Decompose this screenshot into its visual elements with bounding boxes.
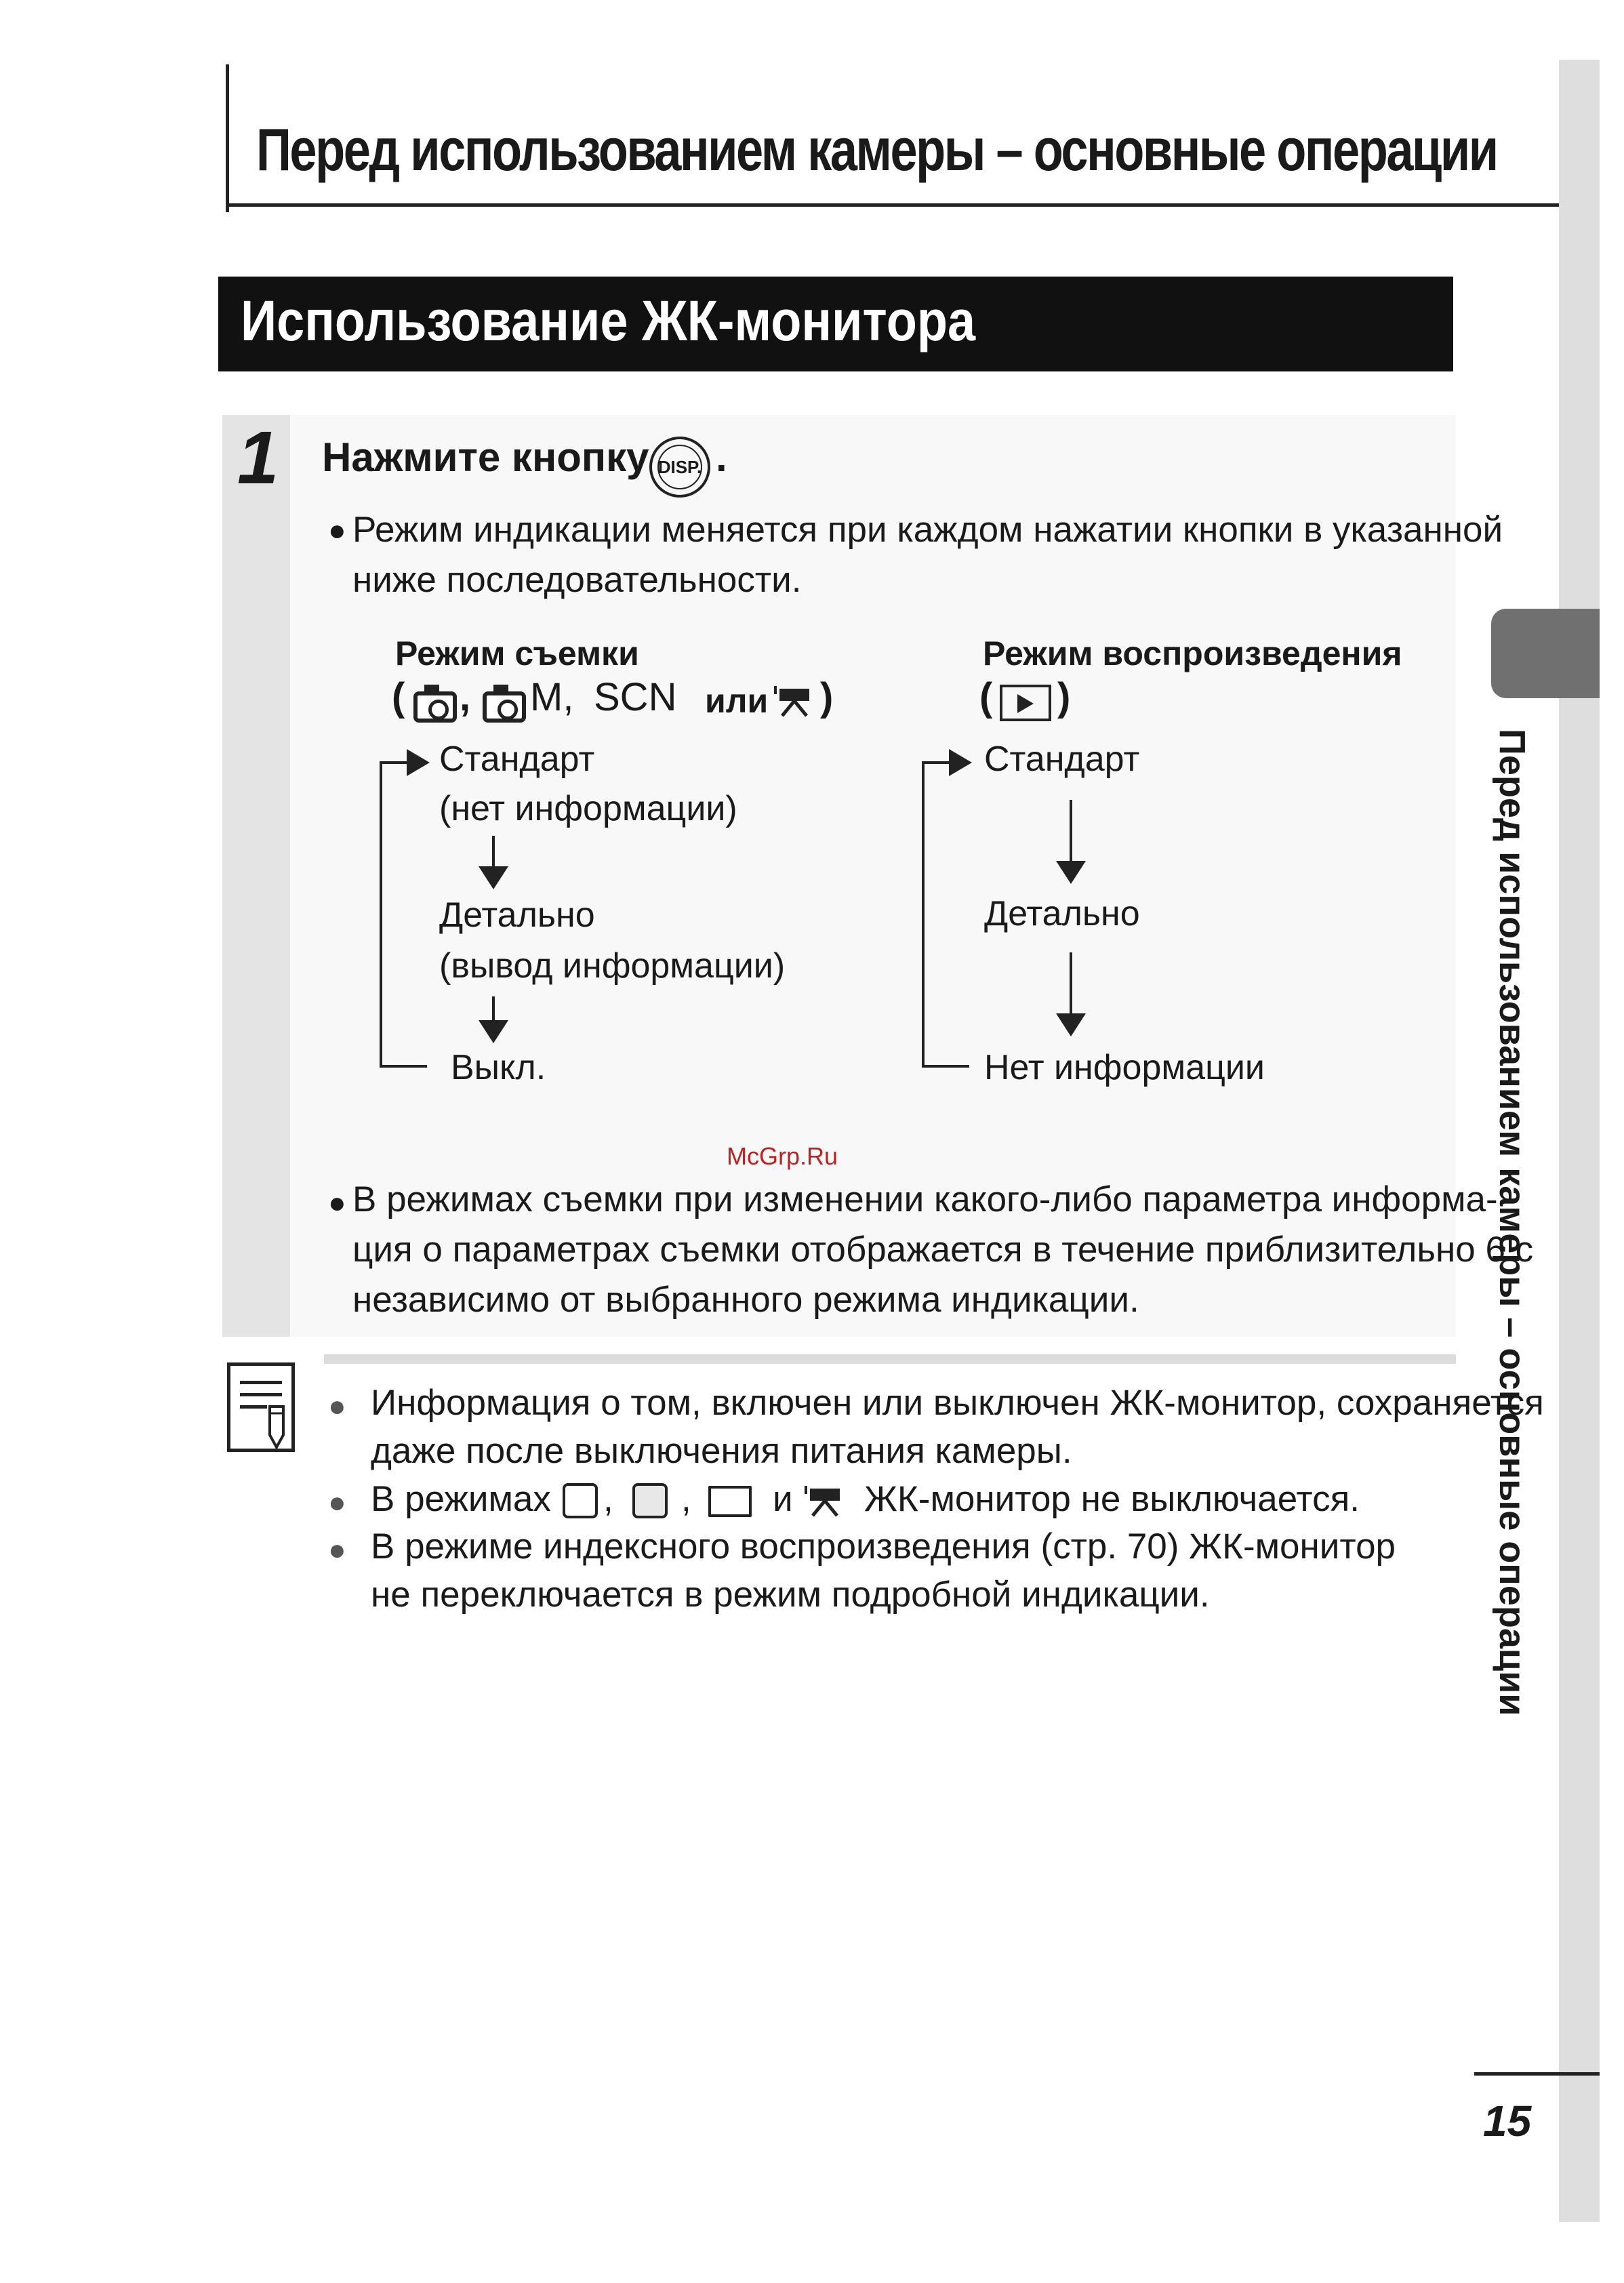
note-bullet-icon: ●: [328, 1390, 346, 1423]
arrow-down-icon: [479, 866, 508, 889]
shooting-loop-line: [380, 761, 382, 1068]
panorama-mode-icon: [708, 1486, 752, 1517]
shooting-item-1: Стандарт: [439, 740, 595, 779]
note3-line2: не переключается в режим подробной индикации.: [371, 1575, 1210, 1615]
section-title: Использование ЖК-монитора: [241, 289, 976, 352]
page-header-title: Перед использованием камеры – основные операции: [256, 116, 1497, 183]
shooting-loop-bottom: [380, 1065, 427, 1068]
or-label: или: [705, 682, 769, 720]
playback-item-1: Стандарт: [984, 740, 1140, 779]
header-rule-vertical: [226, 64, 229, 212]
shooting-mode-title: Режим съемки: [395, 634, 639, 672]
bullet2-line2: ция о параметрах съемки отображается в течение приблизительно 6 с: [352, 1230, 1534, 1270]
playback-loop-arrow-icon: [949, 749, 972, 776]
note2-lead: В режимах: [371, 1479, 551, 1519]
playback-paren-open: (: [979, 675, 993, 719]
playback-paren-close: ): [1057, 675, 1071, 719]
side-tab-text: Перед использованием камеры – основные операции: [1492, 729, 1532, 1716]
side-strip: [1559, 60, 1600, 2222]
night-scene-mode-icon: [563, 1483, 598, 1518]
note2-and: и: [773, 1479, 793, 1519]
bullet2-line1: В режимах съемки при изменении какого-либо параметра информа-: [352, 1179, 1498, 1219]
shooting-paren-open: (: [392, 675, 405, 719]
note3-line1: В режиме индексного воспроизведения (стр. 70) ЖК-монитор: [371, 1527, 1396, 1567]
chapter-tab-marker: [1491, 609, 1600, 698]
step-number: 1: [237, 416, 279, 500]
watermark: McGrp.Ru: [727, 1142, 838, 1170]
scn-label: SCN: [594, 675, 677, 719]
arrow-down-icon: [1070, 800, 1072, 864]
playback-icon: [1000, 685, 1051, 721]
playback-item-3: Нет информации: [984, 1048, 1265, 1087]
bullet1-line1: Режим индикации меняется при каждом нажатии кнопки в указанной: [352, 510, 1503, 550]
note-bullet-icon: ●: [328, 1533, 346, 1567]
arrow-down-icon: [1056, 861, 1086, 884]
shooting-item-4: (вывод информации): [439, 946, 786, 986]
shooting-sep: ,: [460, 675, 471, 719]
shooting-item-2: (нет информации): [439, 789, 737, 828]
bullet2-line3: независимо от выбранного режима индикации.: [352, 1280, 1139, 1320]
shooting-item-3: Детально: [439, 895, 595, 935]
stitch-assist-mode-icon: [632, 1483, 668, 1518]
note1-line1: Информация о том, включен или выключен ЖК-монитор, сохраняется: [371, 1383, 1544, 1423]
arrow-down-icon: [479, 1020, 508, 1043]
note2-comma1: ,: [603, 1479, 613, 1519]
arrow-down-icon: [492, 836, 495, 870]
memo-note-icon: [227, 1362, 295, 1452]
note-bullet-icon: ●: [328, 1486, 346, 1519]
shooting-loop-arrow-icon: [407, 749, 430, 776]
playback-loop-line: [922, 761, 925, 1068]
movie-icon: [803, 1484, 844, 1517]
bullet-icon: ●: [328, 514, 346, 547]
manual-label: M,: [530, 675, 574, 719]
header-rule-horizontal: [226, 203, 1595, 207]
shooting-item-5: Выкл.: [451, 1048, 546, 1087]
disp-button-icon: [649, 437, 710, 498]
note2-comma2: ,: [681, 1479, 691, 1519]
disp-button-label: DISP.: [657, 456, 702, 477]
playback-item-2: Детально: [984, 894, 1140, 933]
arrow-down-icon: [1070, 952, 1072, 1017]
camera-auto-icon: [413, 691, 457, 723]
page-number: 15: [1483, 2097, 1532, 2145]
note1-line2: даже после выключения питания камеры.: [371, 1431, 1072, 1471]
playback-loop-bottom: [922, 1065, 969, 1068]
arrow-down-icon: [1056, 1013, 1086, 1036]
note2-tail: ЖК-монитор не выключается.: [864, 1479, 1360, 1519]
shooting-paren-close: ): [820, 675, 834, 719]
step-heading-end: .: [716, 435, 727, 480]
camera-manual-icon: [483, 691, 526, 723]
note-rule: [324, 1354, 1456, 1364]
bullet-icon: ●: [328, 1186, 346, 1219]
movie-icon: [773, 685, 813, 717]
page-number-rule: [1474, 2072, 1600, 2076]
bullet1-line2: ниже последовательности.: [352, 560, 802, 600]
step-heading: Нажмите кнопку: [322, 435, 649, 480]
arrow-down-icon: [492, 996, 495, 1024]
playback-mode-title: Режим воспроизведения: [983, 634, 1402, 672]
